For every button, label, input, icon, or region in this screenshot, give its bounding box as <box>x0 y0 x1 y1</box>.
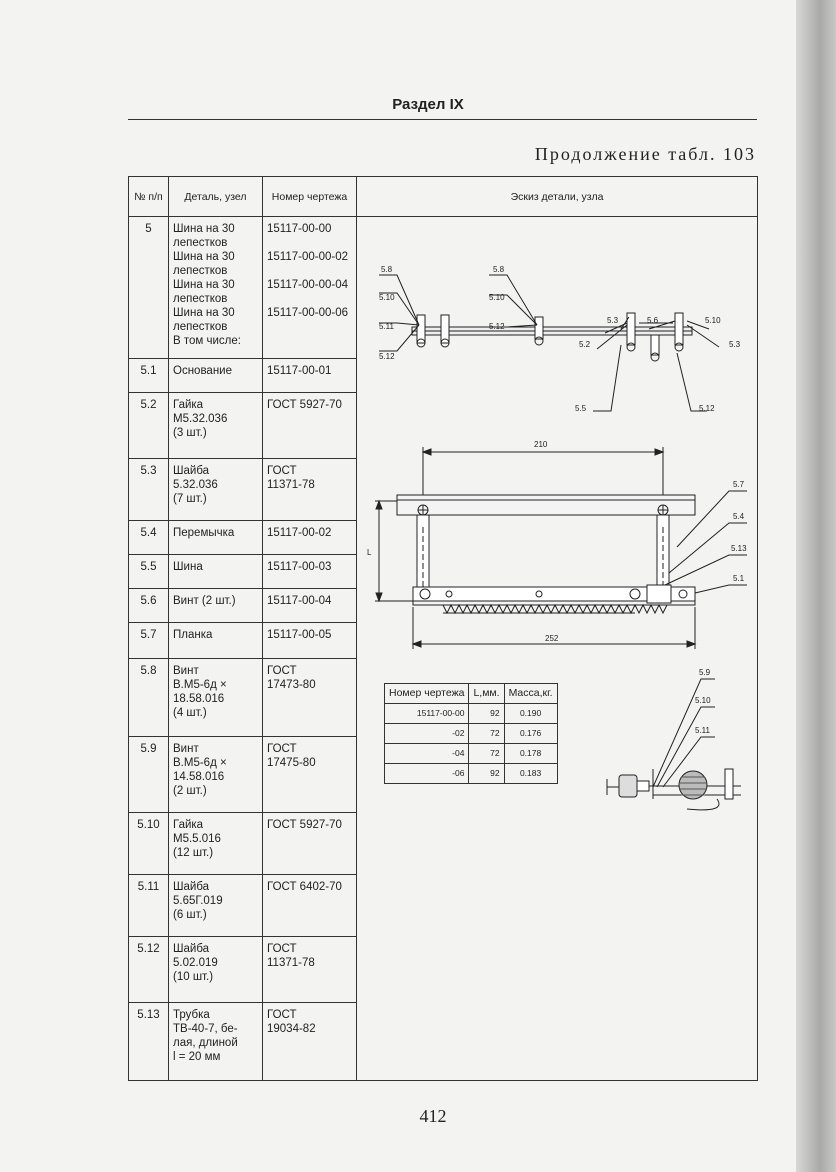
row-part: Перемычка <box>169 521 263 555</box>
label-5-6: 5.6 <box>647 316 659 325</box>
label-5-2: 5.2 <box>579 340 591 349</box>
mass-cell-length: 72 <box>469 724 504 744</box>
mass-cell-mass: 0.176 <box>504 724 557 744</box>
label-5-1: 5.1 <box>733 574 745 583</box>
mass-header-drawing: Номер чертежа <box>385 684 469 704</box>
header-part: Деталь, узел <box>169 177 263 217</box>
label-5-11: 5.11 <box>695 726 710 735</box>
mass-cell-length: 92 <box>469 764 504 784</box>
section-title: Раздел IX <box>392 96 464 113</box>
mass-table-row <box>385 704 558 724</box>
row-part: Шайба 5.32.036 (7 шт.) <box>169 459 263 521</box>
row-drawing: ГОСТ 19034-82 <box>263 1003 357 1081</box>
row-num: 5.9 <box>129 737 169 813</box>
row-drawing: 15117-00-03 <box>263 555 357 589</box>
mass-cell-drawing: 15117-00-00 <box>385 704 469 724</box>
mass-cell-drawing: -04 <box>385 744 469 764</box>
row-num: 5.3 <box>129 459 169 521</box>
row-part: Шина на 30 лепестков Шина на 30 лепестков Шина на 30 лепестков Шина на 30 лепестков В том числе: <box>169 217 263 359</box>
mass-table-row <box>385 724 558 744</box>
row-part: Шайба 5.65Г.019 (6 шт.) <box>169 875 263 937</box>
mass-table-header <box>385 684 558 704</box>
row-num: 5.5 <box>129 555 169 589</box>
row-part: Винт В.М5-6д × 18.58.016 (4 шт.) <box>169 659 263 737</box>
row-num: 5.8 <box>129 659 169 737</box>
mass-cell-mass: 0.178 <box>504 744 557 764</box>
row-drawing: 15117-00-04 <box>263 589 357 623</box>
page-number: 412 <box>419 1106 447 1126</box>
label-5-10: 5.10 <box>379 293 395 302</box>
row-drawing: 15117-00-01 <box>263 359 357 393</box>
row-part: Винт В.М5-6д × 14.58.016 (2 шт.) <box>169 737 263 813</box>
row-drawing: 15117-00-00 15117-00-00-02 15117-00-00-04 15117-00-00-06 <box>263 217 357 359</box>
parts-table <box>128 176 758 1081</box>
row-num: 5 <box>129 217 169 359</box>
label-5-8: 5.8 <box>493 265 505 274</box>
row-num: 5.11 <box>129 875 169 937</box>
label-5-10: 5.10 <box>695 696 711 705</box>
mass-header-mass: Масса,кг. <box>504 684 557 704</box>
plan-view-drawing <box>375 447 747 649</box>
label-5-9: 5.9 <box>699 668 711 677</box>
table-row <box>129 217 758 359</box>
mass-cell-mass: 0.190 <box>504 704 557 724</box>
row-num: 5.6 <box>129 589 169 623</box>
label-5-11: 5.11 <box>379 322 394 331</box>
mass-cell-length: 72 <box>469 744 504 764</box>
row-num: 5.1 <box>129 359 169 393</box>
label-5-12: 5.12 <box>699 404 715 413</box>
label-5-10: 5.10 <box>489 293 505 302</box>
row-part: Гайка М5.32.036 (3 шт.) <box>169 393 263 459</box>
row-num: 5.12 <box>129 937 169 1003</box>
mass-table-row <box>385 764 558 784</box>
row-part: Гайка М5.5.016 (12 шт.) <box>169 813 263 875</box>
dimension-252: 252 <box>545 634 559 643</box>
row-part: Шина <box>169 555 263 589</box>
row-num: 5.7 <box>129 623 169 659</box>
label-5-4: 5.4 <box>733 512 745 521</box>
label-5-13: 5.13 <box>731 544 747 553</box>
mass-cell-length: 92 <box>469 704 504 724</box>
side-view-labels <box>695 668 711 735</box>
row-drawing: ГОСТ 6402-70 <box>263 875 357 937</box>
mass-cell-drawing: -06 <box>385 764 469 784</box>
row-drawing: ГОСТ 5927-70 <box>263 393 357 459</box>
table-continuation: Продолжение табл. 103 <box>534 144 756 164</box>
header-sketch: Эскиз детали, узла <box>357 177 758 217</box>
header-drawing: Номер чертежа <box>263 177 357 217</box>
row-num: 5.10 <box>129 813 169 875</box>
row-num: 5.13 <box>129 1003 169 1081</box>
mass-cell-mass: 0.183 <box>504 764 557 784</box>
book-spine-shadow <box>796 0 836 1172</box>
row-drawing: 15117-00-05 <box>263 623 357 659</box>
table-header-row <box>129 177 758 217</box>
label-5-5: 5.5 <box>575 404 587 413</box>
assembly-sketch <box>357 217 758 1085</box>
row-drawing: ГОСТ 11371-78 <box>263 937 357 1003</box>
row-num: 5.2 <box>129 393 169 459</box>
label-5-10: 5.10 <box>705 316 721 325</box>
header-rule <box>128 119 757 120</box>
mass-header-length: L,мм. <box>469 684 504 704</box>
row-drawing: ГОСТ 17473-80 <box>263 659 357 737</box>
dimension-210: 210 <box>534 440 548 449</box>
row-part: Планка <box>169 623 263 659</box>
label-5-7: 5.7 <box>733 480 745 489</box>
row-drawing: 15117-00-02 <box>263 521 357 555</box>
label-5-3: 5.3 <box>607 316 619 325</box>
header-num: № п/п <box>129 177 169 217</box>
row-part: Винт (2 шт.) <box>169 589 263 623</box>
label-5-8: 5.8 <box>381 265 393 274</box>
row-drawing: ГОСТ 5927-70 <box>263 813 357 875</box>
side-view-drawing <box>607 679 741 810</box>
mass-cell-drawing: -02 <box>385 724 469 744</box>
row-drawing: ГОСТ 17475-80 <box>263 737 357 813</box>
row-part: Шайба 5.02.019 (10 шт.) <box>169 937 263 1003</box>
label-5-3: 5.3 <box>729 340 741 349</box>
label-5-12: 5.12 <box>489 322 505 331</box>
dimension-L: L <box>367 548 372 557</box>
top-view-drawing <box>379 275 719 411</box>
row-drawing: ГОСТ 11371-78 <box>263 459 357 521</box>
row-num: 5.4 <box>129 521 169 555</box>
sketch-cell <box>357 217 758 1081</box>
row-part: Основание <box>169 359 263 393</box>
mass-table <box>384 683 558 784</box>
row-part: Трубка ТВ-40-7, бе- лая, длиной l = 20 мм <box>169 1003 263 1081</box>
label-5-12: 5.12 <box>379 352 395 361</box>
mass-table-row <box>385 744 558 764</box>
